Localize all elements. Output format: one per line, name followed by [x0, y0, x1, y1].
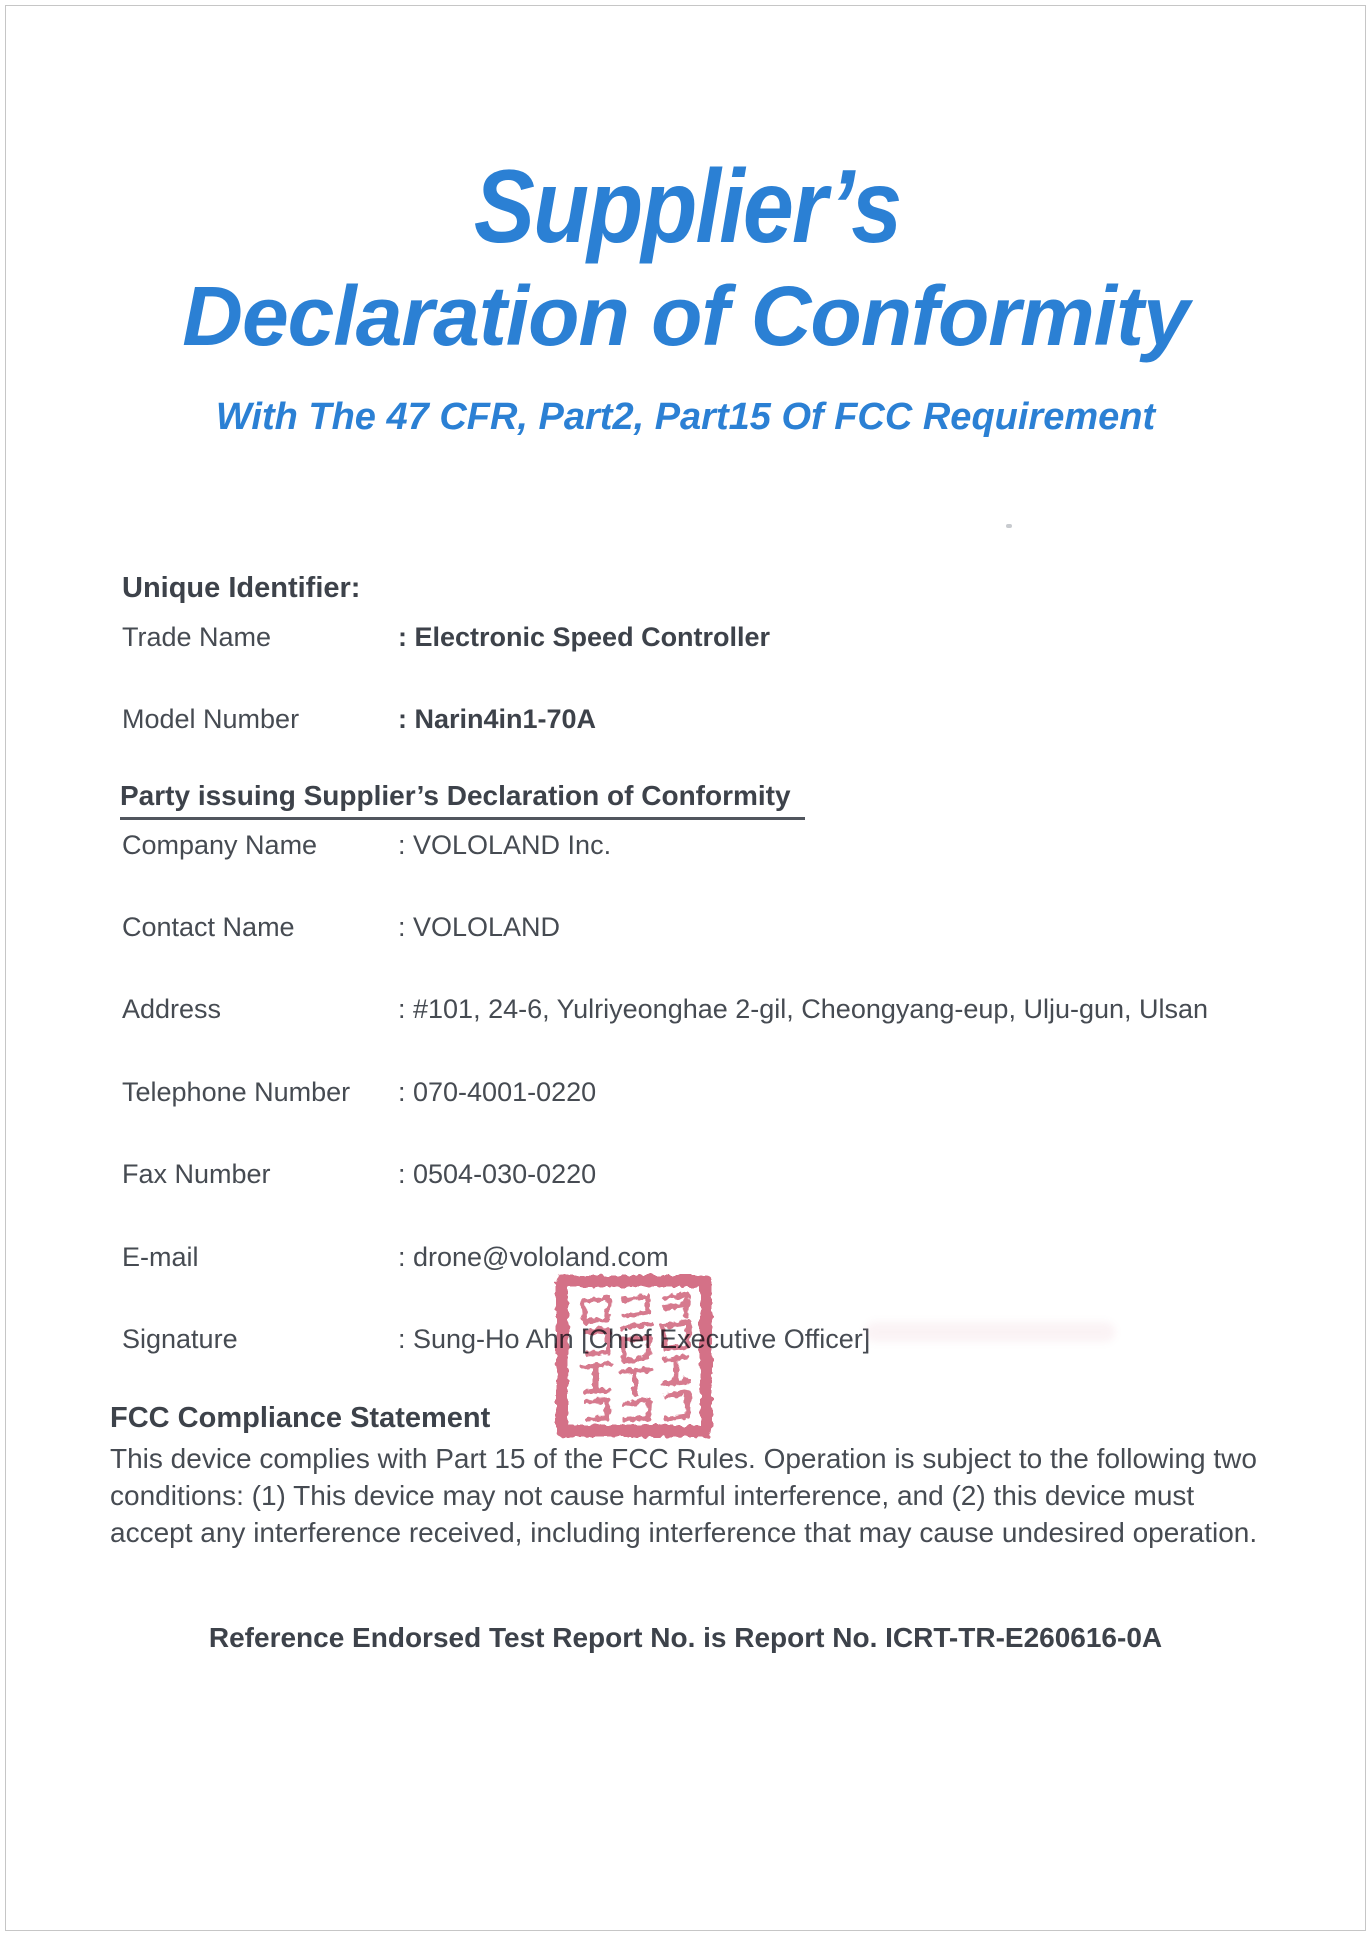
email-label: E-mail	[122, 1242, 199, 1272]
document-subtitle: With The 47 CFR, Part2, Part15 Of FCC Requirement	[215, 396, 1156, 438]
scan-dot-artifact	[1006, 524, 1012, 528]
trade-name-row	[122, 622, 770, 653]
document-title-line2: Declaration of Conformity	[182, 269, 1189, 363]
fax-label: Fax Number	[122, 1159, 271, 1189]
address-row	[122, 994, 1208, 1025]
telephone-label: Telephone Number	[122, 1077, 351, 1107]
model-number-value: : Narin4in1-70A	[398, 704, 597, 734]
email-row	[122, 1242, 669, 1273]
fax-value: : 0504-030-0220	[398, 1159, 597, 1189]
signature-value: : Sung-Ho Ahn [Chief Executive Officer]	[398, 1324, 871, 1354]
fcc-statement-heading: FCC Compliance Statement	[110, 1402, 491, 1434]
signature-row	[122, 1324, 870, 1355]
fax-row	[122, 1159, 596, 1190]
trade-name-value: : Electronic Speed Controller	[398, 622, 771, 652]
scan-smudge-artifact	[865, 1322, 1115, 1342]
contact-name-label: Contact Name	[122, 912, 295, 942]
reference-report-line: Reference Endorsed Test Report No. is Report No. ICRT-TR-E260616-0A	[208, 1622, 1163, 1653]
model-number-row	[122, 704, 596, 735]
document-title-line1: Supplier’s	[473, 149, 901, 265]
company-name-row	[122, 830, 611, 861]
trade-name-label: Trade Name	[122, 622, 272, 652]
address-value: : #101, 24-6, Yulriyeonghae 2-gil, Cheongyang-eup, Ulju-gun, Ulsan	[398, 994, 1209, 1024]
model-number-label: Model Number	[122, 704, 300, 734]
address-label: Address	[122, 994, 222, 1024]
korean-company-seal-stamp-icon	[553, 1272, 715, 1440]
unique-identifier-heading: Unique Identifier:	[122, 572, 361, 604]
telephone-value: : 070-4001-0220	[398, 1077, 597, 1107]
party-section-heading: Party issuing Supplier’s Declaration of Conformity	[120, 780, 805, 820]
telephone-row	[122, 1077, 596, 1108]
contact-name-row	[122, 912, 560, 943]
company-name-value: : VOLOLAND Inc.	[398, 830, 612, 860]
signature-label: Signature	[122, 1324, 238, 1354]
email-value: : drone@vololand.com	[398, 1242, 669, 1272]
fcc-statement-body: This device complies with Part 15 of the FCC Rules. Operation is subject to the following two conditions: (1) This device may not cause harmful interference, and (2) this device must accept any interference received, including interference that may cause undesired operation.	[110, 1443, 1258, 1548]
company-name-label: Company Name	[122, 830, 318, 860]
contact-name-value: : VOLOLAND	[398, 912, 561, 942]
